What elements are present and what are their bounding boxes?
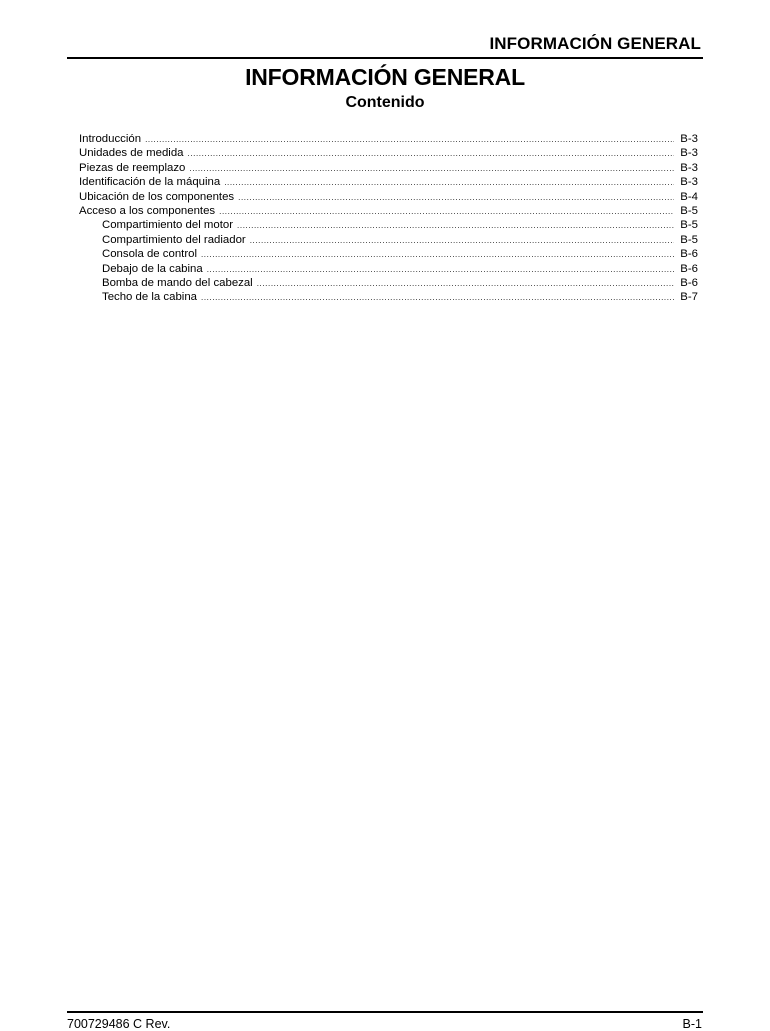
toc-subentry[interactable] <box>79 218 698 232</box>
page-number: B-1 <box>682 1017 702 1031</box>
footer-rule <box>67 1011 703 1013</box>
toc-subtitle: Contenido <box>345 94 425 111</box>
toc-entry-page: B-3 <box>680 133 698 145</box>
toc-dot-leader <box>224 176 674 190</box>
toc-dot-leader <box>237 219 674 233</box>
toc-subentry[interactable] <box>79 262 698 276</box>
toc-entry-page: B-7 <box>680 291 698 304</box>
toc-entry-page: B-3 <box>680 147 698 160</box>
toc-dot-leader <box>201 291 674 305</box>
toc-entry-page: B-6 <box>680 262 698 275</box>
toc-entry-page: B-5 <box>680 219 698 232</box>
toc-entry-label: Introducción <box>79 133 142 145</box>
toc-dot-leader <box>201 248 674 262</box>
toc-dot-leader <box>257 277 675 291</box>
toc-entry-page: B-3 <box>680 176 698 189</box>
toc-entry-label: Techo de la cabina <box>102 291 197 304</box>
toc-entry[interactable] <box>79 161 698 175</box>
toc-entry-label: Ubicación de los componentes <box>79 190 235 203</box>
toc-entry-label: Bomba de mando del cabezal <box>102 276 253 289</box>
toc-entry-label: Compartimiento del motor <box>102 219 234 232</box>
toc-dot-leader <box>250 234 675 248</box>
document-number: 700729486 C Rev. <box>67 1017 171 1031</box>
toc-entry[interactable] <box>79 146 698 160</box>
toc-entry-label: Consola de control <box>102 248 197 261</box>
toc-entry[interactable] <box>79 204 698 218</box>
toc-entry-page: B-5 <box>680 233 698 246</box>
toc-subentry[interactable] <box>79 290 698 304</box>
toc-subentry[interactable] <box>79 276 698 290</box>
page-title: INFORMACIÓN GENERAL <box>245 64 525 90</box>
toc-dot-leader <box>238 191 674 205</box>
toc-entry-label: Identificación de la máquina <box>79 176 221 189</box>
toc-entry-label: Acceso a los componentes <box>79 204 216 217</box>
running-header: INFORMACIÓN GENERAL <box>489 34 701 53</box>
header-rule <box>67 57 703 59</box>
toc-entry-page: B-5 <box>680 204 698 217</box>
toc-entry-label: Compartimiento del radiador <box>102 233 246 246</box>
toc-entry-label: Debajo de la cabina <box>102 262 203 275</box>
toc-entry-label: Piezas de reemplazo <box>79 161 186 174</box>
toc-dot-leader <box>189 162 674 176</box>
toc-entry-page: B-6 <box>680 248 698 261</box>
toc-dot-leader <box>145 133 674 147</box>
table-of-contents <box>79 132 698 305</box>
toc-entry-page: B-4 <box>680 190 698 203</box>
toc-entry[interactable] <box>79 132 698 146</box>
toc-subentry[interactable] <box>79 233 698 247</box>
toc-dot-leader <box>219 205 674 219</box>
toc-entry[interactable] <box>79 175 698 189</box>
toc-entry[interactable] <box>79 190 698 204</box>
toc-dot-leader <box>188 147 675 161</box>
toc-entry-page: B-3 <box>680 161 698 174</box>
toc-subentry[interactable] <box>79 247 698 261</box>
toc-entry-label: Unidades de medida <box>79 147 184 160</box>
toc-entry-page: B-6 <box>680 276 698 289</box>
toc-dot-leader <box>207 263 675 277</box>
